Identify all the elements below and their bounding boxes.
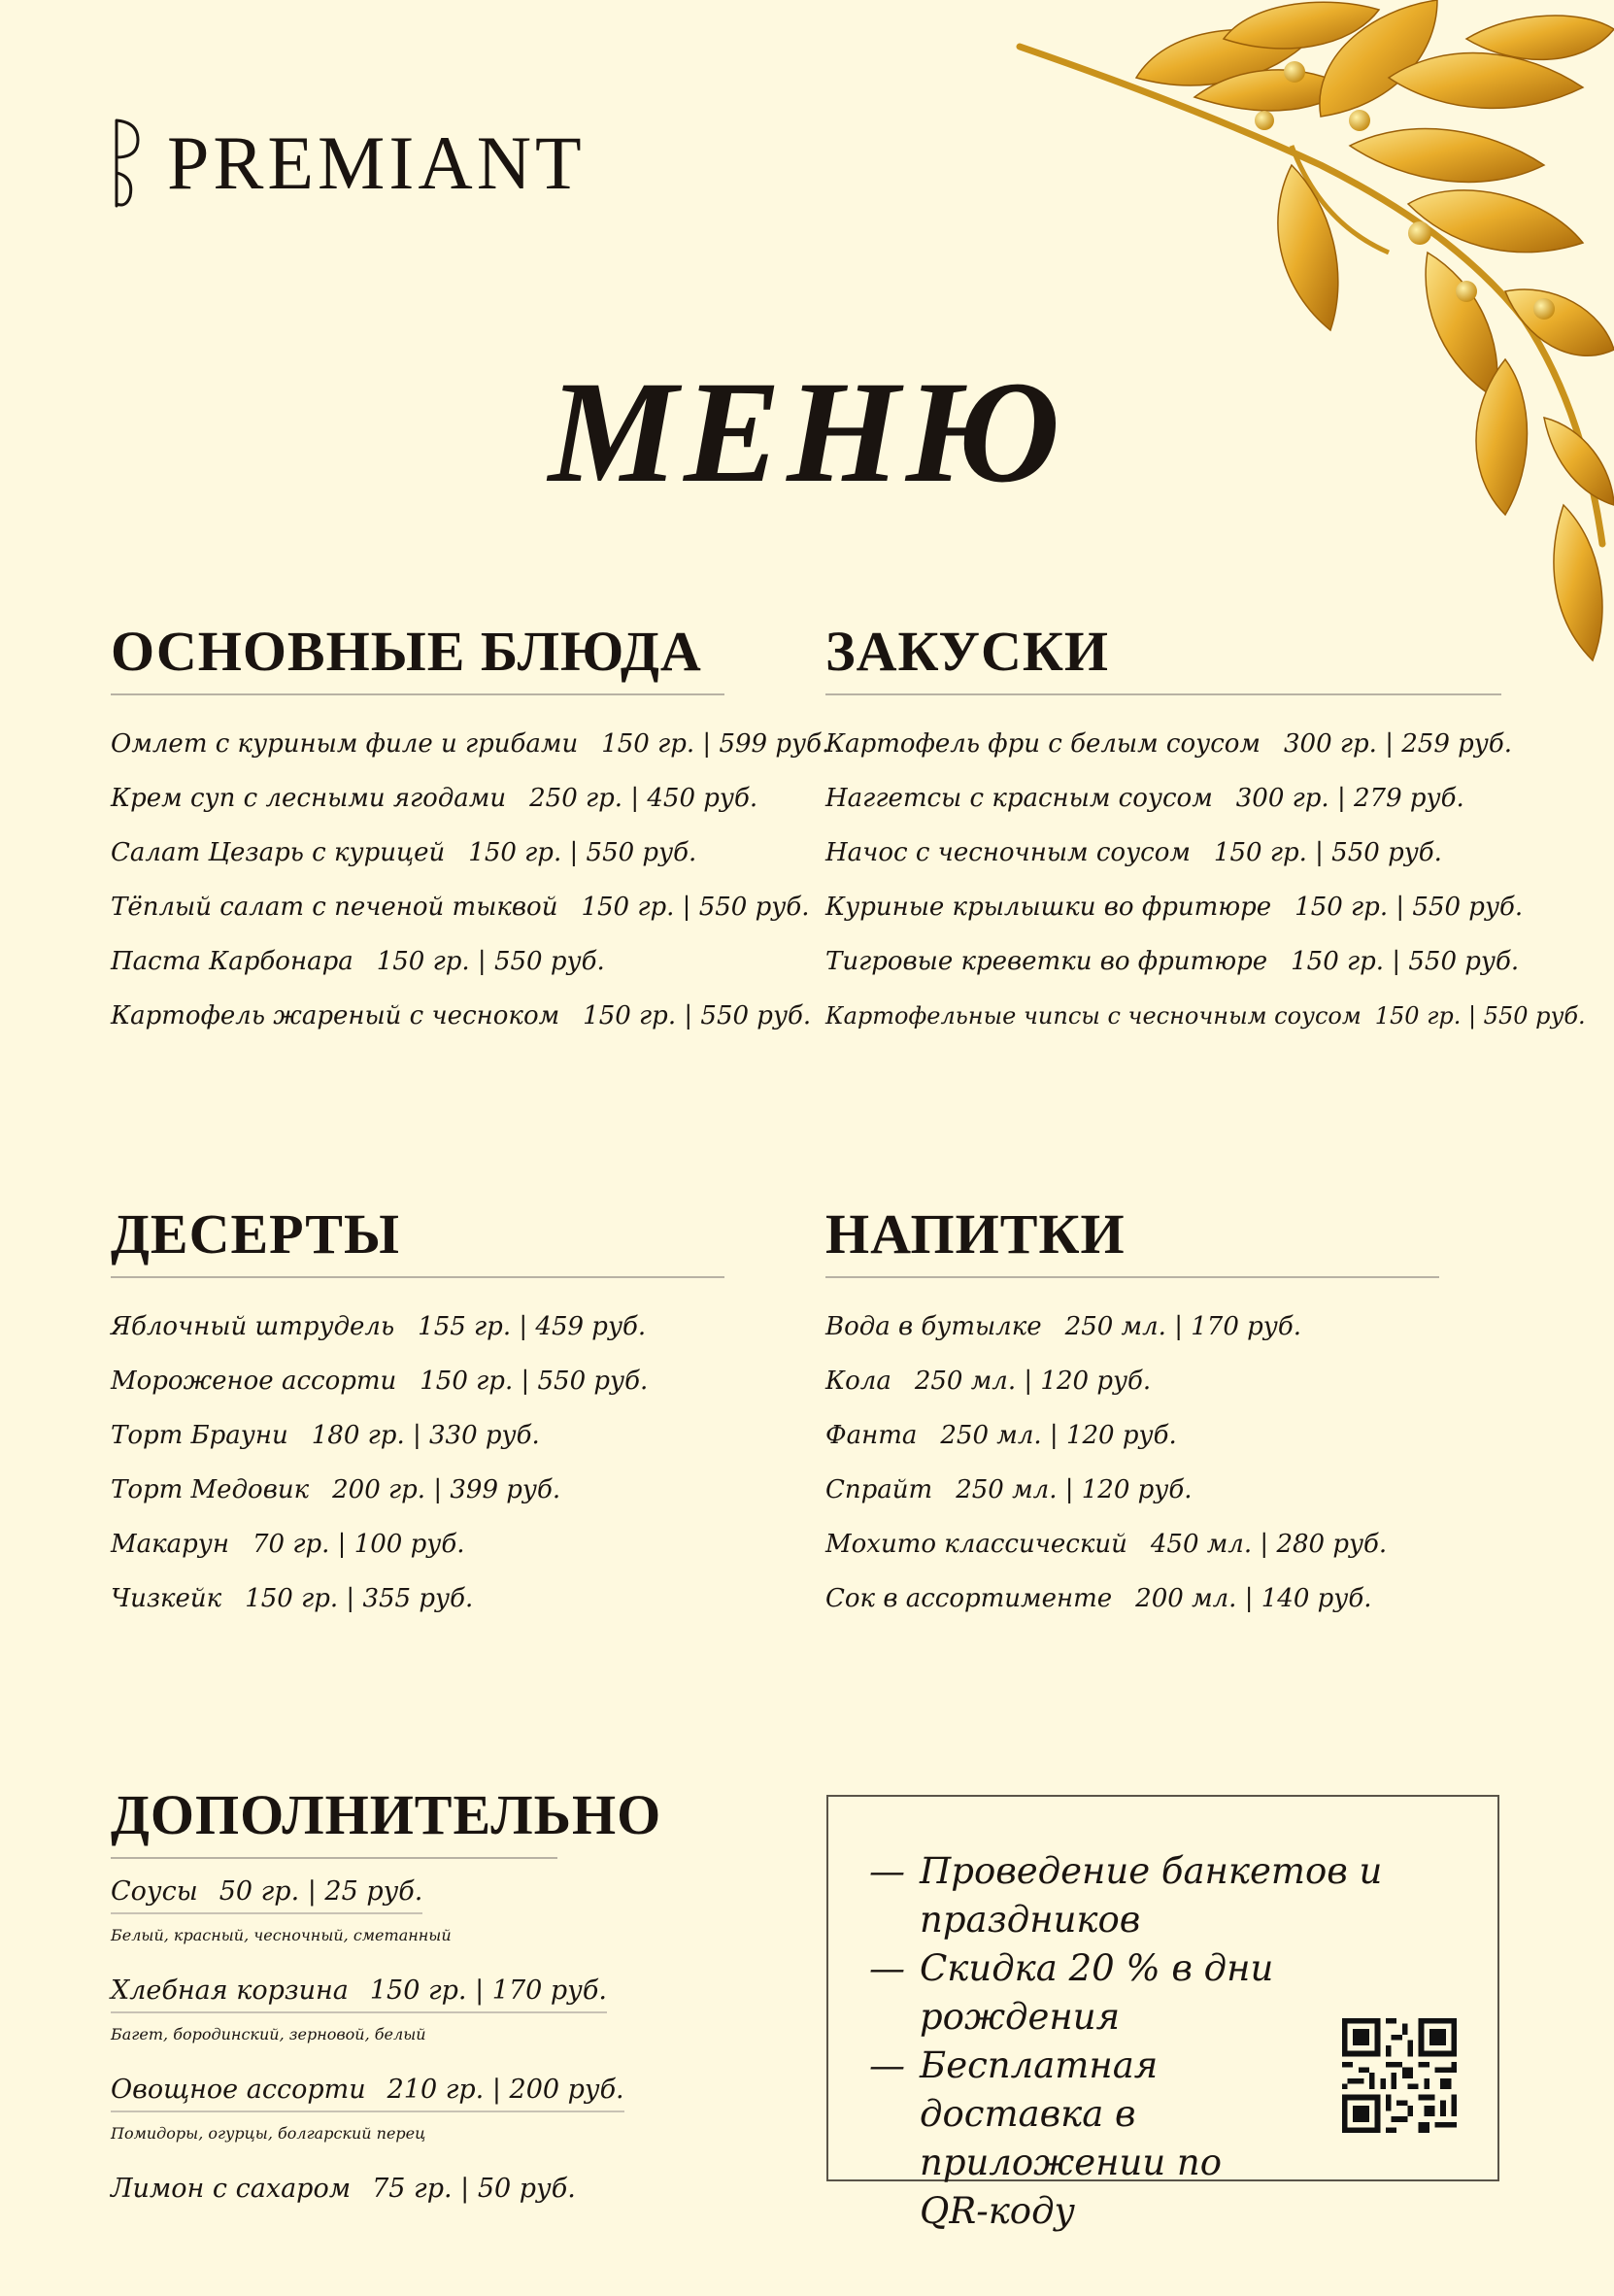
menu-item: Картофель жареный с чесноком 150 гр. | 550 руб. <box>111 1001 812 1030</box>
menu-item: Тёплый салат с печеной тыквой 150 гр. | 550 руб. <box>111 893 810 922</box>
info-box <box>826 1795 1499 2232</box>
menu-item: Мохито классический 450 мл. | 280 руб. <box>825 1530 1388 1559</box>
menu-item: Вода в бутылке 250 мл. | 170 руб. <box>825 1312 1301 1341</box>
menu-item: Торт Брауни 180 гр. | 330 руб. <box>111 1421 540 1450</box>
menu-list <box>825 717 1586 1043</box>
menu-item-note: Помидоры, огурцы, болгарский перец <box>111 2124 426 2143</box>
menu-item: Картофель фри с белым соусом 300 гр. | 259 руб. <box>825 729 1512 759</box>
menu-list <box>111 717 830 1043</box>
menu-item: Лимон с сахаром 75 гр. | 50 руб. <box>111 2174 576 2204</box>
dash-bullet: — <box>869 2044 905 2086</box>
menu-item: Овощное ассорти 210 гр. | 200 руб. <box>111 2067 624 2112</box>
menu-item: Чизкейк 150 гр. | 355 руб. <box>111 1584 474 1613</box>
info-item: — Бесплатная доставка в приложении по QR-коду <box>869 2042 1287 2236</box>
qr-code-icon[interactable] <box>1342 2018 1457 2133</box>
menu-item: Тигровые креветки во фритюре 150 гр. | 550 руб. <box>825 947 1520 976</box>
menu-item: Торт Медовик 200 гр. | 399 руб. <box>111 1475 561 1504</box>
brand-monogram-icon <box>109 117 142 210</box>
menu-item: Соусы 50 гр. | 25 руб. <box>111 1869 422 1914</box>
menu-list <box>111 1300 724 1626</box>
menu-item: Яблочный штрудель 155 гр. | 459 руб. <box>111 1312 647 1341</box>
menu-item: Хлебная корзина 150 гр. | 170 руб. <box>111 1968 607 2013</box>
section-drinks <box>825 1202 1439 1626</box>
menu-item: Картофельные чипсы с чесночным соусом 150 гр. | 550 руб. <box>825 1002 1586 1030</box>
info-item: — Скидка 20 % в дни рождения <box>869 1944 1471 2042</box>
page-title: МЕНЮ <box>548 352 1066 513</box>
menu-item-note: Багет, бородинский, зерновой, белый <box>111 2025 426 2043</box>
dash-bullet: — <box>869 1850 905 1892</box>
brand-name: PREMIANT <box>167 120 586 205</box>
menu-item: Кола 250 мл. | 120 руб. <box>825 1367 1152 1396</box>
section-snacks <box>825 620 1586 1043</box>
golden-leaves-decoration <box>1000 0 1614 680</box>
brand-logo <box>109 117 586 210</box>
section-title: ДОПОЛНИТЕЛЬНО <box>111 1787 557 1859</box>
menu-item: Салат Цезарь с курицей 150 гр. | 550 руб. <box>111 838 697 867</box>
menu-item: Паста Карбонара 150 гр. | 550 руб. <box>111 947 605 976</box>
menu-item: Крем суп с лесными ягодами 250 гр. | 450 руб. <box>111 784 758 813</box>
section-desserts <box>111 1202 724 1626</box>
menu-item-note: Белый, красный, чесночный, сметанный <box>111 1926 452 1944</box>
section-title: ДЕСЕРТЫ <box>111 1206 724 1278</box>
menu-item: Сок в ассортименте 200 мл. | 140 руб. <box>825 1584 1372 1613</box>
menu-item: Куриные крылышки во фритюре 150 гр. | 550 руб. <box>825 893 1524 922</box>
info-item: — Проведение банкетов и праздников <box>869 1847 1471 1944</box>
section-title: ЗАКУСКИ <box>825 624 1501 695</box>
section-extra <box>111 1783 662 2210</box>
menu-item: Макарун 70 гр. | 100 руб. <box>111 1530 465 1559</box>
menu-item: Начос с чесночным соусом 150 гр. | 550 руб. <box>825 838 1442 867</box>
menu-item: Наггетсы с красным соусом 300 гр. | 279 руб. <box>825 784 1464 813</box>
section-title: НАПИТКИ <box>825 1206 1439 1278</box>
menu-item: Омлет с куриным филе и грибами 150 гр. | 599 руб. <box>111 729 830 759</box>
dash-bullet: — <box>869 1947 905 1989</box>
menu-item: Спрайт 250 мл. | 120 руб. <box>825 1475 1193 1504</box>
menu-list <box>825 1300 1439 1626</box>
section-main <box>111 620 830 1043</box>
section-title: ОСНОВНЫЕ БЛЮДА <box>111 624 724 695</box>
menu-item: Фанта 250 мл. | 120 руб. <box>825 1421 1177 1450</box>
menu-item: Мороженое ассорти 150 гр. | 550 руб. <box>111 1367 649 1396</box>
